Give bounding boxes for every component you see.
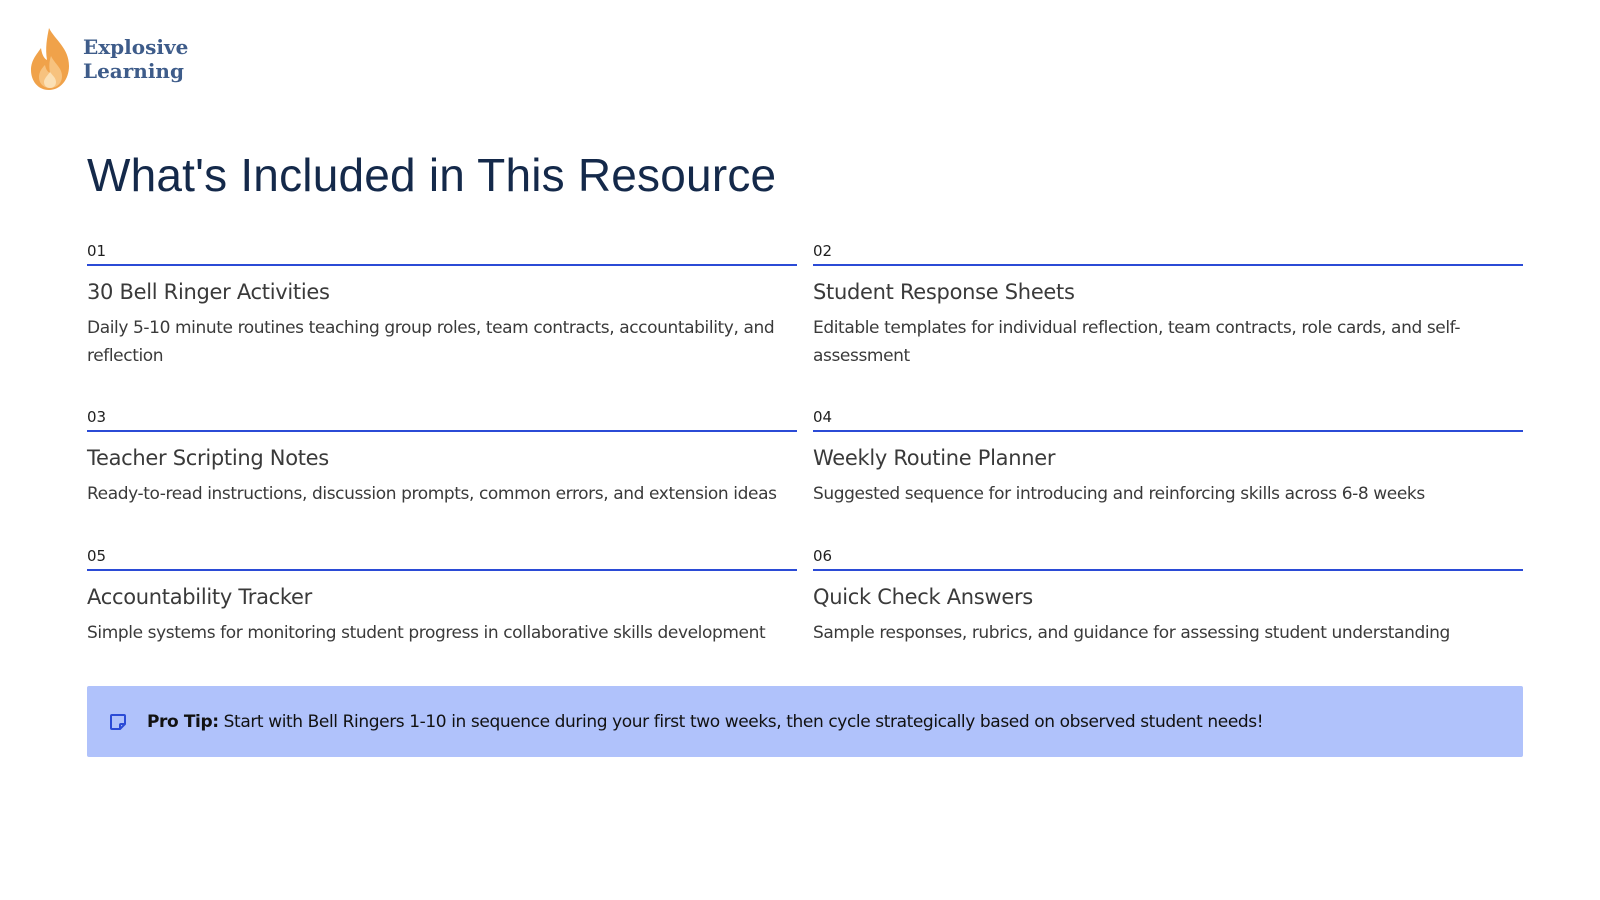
pro-tip-banner (87, 686, 1523, 757)
item-number: 02 (813, 242, 833, 260)
item-number: 03 (87, 408, 107, 426)
resource-items-grid (87, 240, 1523, 675)
item-description: Editable templates for individual reflection, team contracts, role cards, and self-assessment (813, 318, 1461, 366)
resource-item (813, 240, 1523, 406)
item-divider (813, 430, 1523, 432)
pro-tip-body: Start with Bell Ringers 1-10 in sequence during your first two weeks, then cycle strategically based on observed student needs! (223, 711, 1264, 732)
item-description: Suggested sequence for introducing and reinforcing skills across 6-8 weeks (813, 484, 1425, 504)
brand-name-line2: Learning (83, 59, 184, 83)
brand-name-line1: Explosive (83, 35, 189, 59)
resource-item (813, 406, 1523, 545)
item-description: Sample responses, rubrics, and guidance for assessing student understanding (813, 623, 1450, 643)
item-number: 06 (813, 547, 833, 565)
pro-tip-text (147, 712, 1263, 732)
item-title: Accountability Tracker (87, 585, 312, 609)
item-title: Teacher Scripting Notes (87, 446, 329, 470)
brand-name (83, 35, 188, 83)
resource-item (87, 406, 797, 545)
resource-item (87, 545, 797, 675)
item-number: 04 (813, 408, 833, 426)
item-number: 01 (87, 242, 107, 260)
brand-logo (29, 26, 188, 92)
item-title: Student Response Sheets (813, 280, 1075, 304)
page-title: What's Included in This Resource (87, 149, 777, 201)
item-divider (87, 264, 797, 266)
resource-item (87, 240, 797, 406)
item-title: Weekly Routine Planner (813, 446, 1056, 470)
item-number: 05 (87, 547, 107, 565)
item-description: Ready-to-read instructions, discussion prompts, common errors, and extension ideas (87, 484, 777, 504)
item-divider (87, 430, 797, 432)
item-divider (813, 264, 1523, 266)
item-divider (813, 569, 1523, 571)
item-description: Daily 5-10 minute routines teaching group roles, team contracts, accountability, and reflection (87, 318, 775, 366)
resource-item (813, 545, 1523, 675)
flame-icon (29, 26, 71, 92)
item-title: 30 Bell Ringer Activities (87, 280, 330, 304)
item-title: Quick Check Answers (813, 585, 1033, 609)
item-description: Simple systems for monitoring student progress in collaborative skills development (87, 623, 766, 643)
item-divider (87, 569, 797, 571)
pro-tip-label: Pro Tip: (147, 711, 219, 732)
note-icon (109, 713, 127, 731)
